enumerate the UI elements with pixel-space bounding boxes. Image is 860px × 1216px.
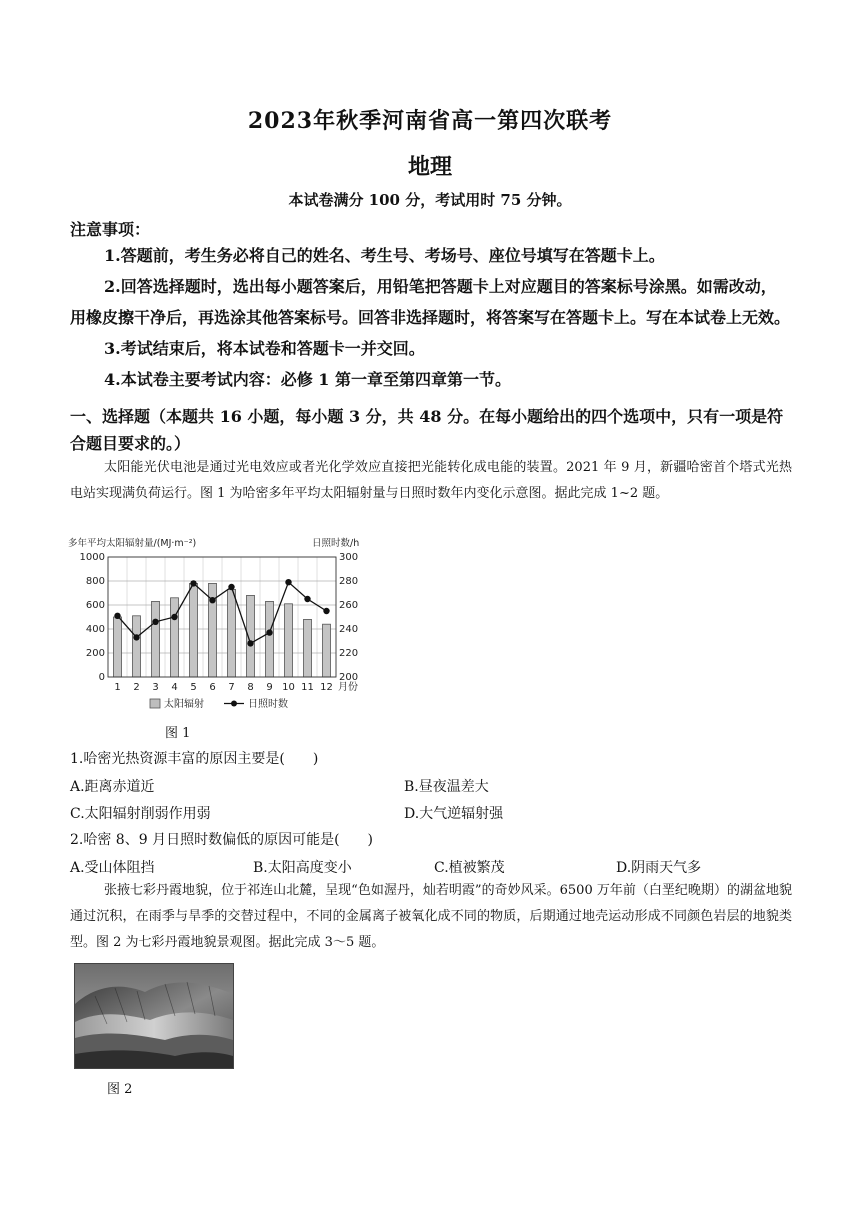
x-tick-label: 7 [228, 682, 235, 693]
x-tick-label: 9 [266, 682, 273, 693]
notice-list [70, 240, 792, 395]
bar [152, 601, 160, 677]
figure-1-chart [66, 535, 366, 715]
figure-2-caption: 图 2 [107, 1082, 133, 1097]
line-point [190, 580, 196, 586]
bar [190, 583, 198, 677]
legend-line-marker [231, 701, 237, 707]
y-axis-right-label: 日照时数/h [312, 538, 360, 549]
x-tick-label: 8 [247, 682, 254, 693]
question-2-stem: 2.哈密 8、9 月日照时数偏低的原因可能是( ) [70, 832, 373, 848]
notice-item-1: 1.答题前，考生务必将自己的姓名、考生号、考场号、座位号填写在答题卡上。 [104, 246, 665, 265]
y-left-tick-label: 800 [85, 576, 105, 587]
question-1-option-d[interactable]: D.大气逆辐射强 [404, 806, 504, 822]
legend-sunshine: 日照时数 [248, 699, 288, 710]
bar [323, 624, 331, 677]
notice-heading: 注意事项： [70, 220, 151, 239]
y-right-tick-label: 220 [339, 648, 359, 659]
line-point [247, 640, 253, 646]
question-2-option-b[interactable]: B.太阳高度变小 [253, 860, 352, 876]
line-point [152, 619, 158, 625]
question-2-option-c[interactable]: C.植被繁茂 [434, 860, 505, 876]
x-tick-label: 3 [152, 682, 159, 693]
x-tick-label: 4 [171, 682, 178, 693]
y-axis-left-label: 多年平均太阳辐射量/(MJ·m⁻²) [68, 538, 197, 549]
x-tick-label: 5 [190, 682, 197, 693]
legend-radiation: 太阳辐射 [164, 699, 204, 710]
line-point [171, 614, 177, 620]
y-left-tick-label: 1000 [79, 552, 105, 563]
notice-item-2: 2.回答选择题时，选出每小题答案后，用铅笔把答题卡上对应题目的答案标号涂黑。如需改动，用橡皮擦干净后，再选涂其他答案标号。回答非选择题时，将答案写在答题卡上。写在本试卷上无效。 [70, 277, 791, 327]
passage-1: 太阳能光伏电池是通过光电效应或者光化学效应直接把光能转化成电能的装置。2021 年 9 月，新疆哈密首个塔式光热电站实现满负荷运行。图 1 为哈密多年平均太阳辐射量与日照时数年内变化示意图。据此完成 1~2 题。 [70, 460, 792, 501]
question-2-option-a[interactable]: A.受山体阻挡 [70, 860, 155, 876]
bar [171, 598, 179, 677]
bar [285, 604, 293, 677]
y-right-tick-label: 200 [339, 672, 359, 683]
x-tick-label: 6 [209, 682, 216, 693]
y-left-tick-label: 200 [85, 648, 105, 659]
y-right-tick-label: 300 [339, 552, 359, 563]
question-1-stem: 1.哈密光热资源丰富的原因主要是( ) [70, 751, 319, 767]
figure-1-caption: 图 1 [165, 726, 191, 741]
y-left-tick-label: 600 [85, 600, 105, 611]
line-point [209, 597, 215, 603]
line-point [323, 608, 329, 614]
line-point [304, 596, 310, 602]
line-point [285, 579, 291, 585]
notice-item-3: 3.考试结束后，将本试卷和答题卡一并交回。 [104, 339, 425, 358]
y-right-tick-label: 240 [339, 624, 359, 635]
notice-item-4: 4.本试卷主要考试内容：必修 1 第一章至第四章第一节。 [104, 370, 511, 389]
x-tick-label: 11 [301, 682, 314, 693]
exam-subject: 地理 [407, 154, 452, 180]
line-point [228, 584, 234, 590]
question-1-option-c[interactable]: C.太阳辐射削弱作用弱 [70, 806, 211, 822]
y-left-tick-label: 400 [85, 624, 105, 635]
line-point [266, 629, 272, 635]
question-2-option-d[interactable]: D.阴雨天气多 [616, 860, 702, 876]
exam-title: 2023年秋季河南省高一第四次联考 [247, 108, 613, 134]
passage-2: 张掖七彩丹霞地貌，位于祁连山北麓，呈现“色如渥丹，灿若明霞”的奇妙风采。6500 万年前（白垩纪晚期）的湖盆地貌通过沉积，在雨季与旱季的交替过程中，不同的金属离子被氧化成不同的物质，后期通过地壳运动形成不同颜色岩层的地貌类型。图 2 为七彩丹霞地貌景观图。据此完成 3～5 题。 [70, 883, 792, 950]
bar [228, 589, 236, 677]
danxia-landscape-image [74, 963, 234, 1069]
exam-meta: 本试卷满分 100 分，考试用时 75 分钟。 [288, 191, 572, 209]
x-tick-label: 1 [114, 682, 121, 693]
y-left-tick-label: 0 [98, 672, 105, 683]
bar [304, 619, 312, 677]
y-right-tick-label: 280 [339, 576, 359, 587]
line-point [114, 613, 120, 619]
x-tick-label: 2 [133, 682, 140, 693]
bar [266, 601, 274, 677]
line-point [133, 634, 139, 640]
section-heading: 一、选择题（本题共 16 小题，每小题 3 分，共 48 分。在每小题给出的四个选项中，只有一项是符合题目要求的。） [70, 407, 784, 453]
x-tick-label: 10 [282, 682, 295, 693]
bar [133, 616, 141, 677]
x-tick-label: 12 [320, 682, 333, 693]
y-right-tick-label: 260 [339, 600, 359, 611]
chart-grid [108, 557, 336, 677]
legend-bar-swatch [150, 699, 160, 708]
bar [114, 617, 122, 677]
x-axis-label: 月份 [338, 682, 358, 693]
question-1-option-b[interactable]: B.昼夜温差大 [404, 779, 489, 795]
question-1-option-a[interactable]: A.距离赤道近 [70, 779, 155, 795]
